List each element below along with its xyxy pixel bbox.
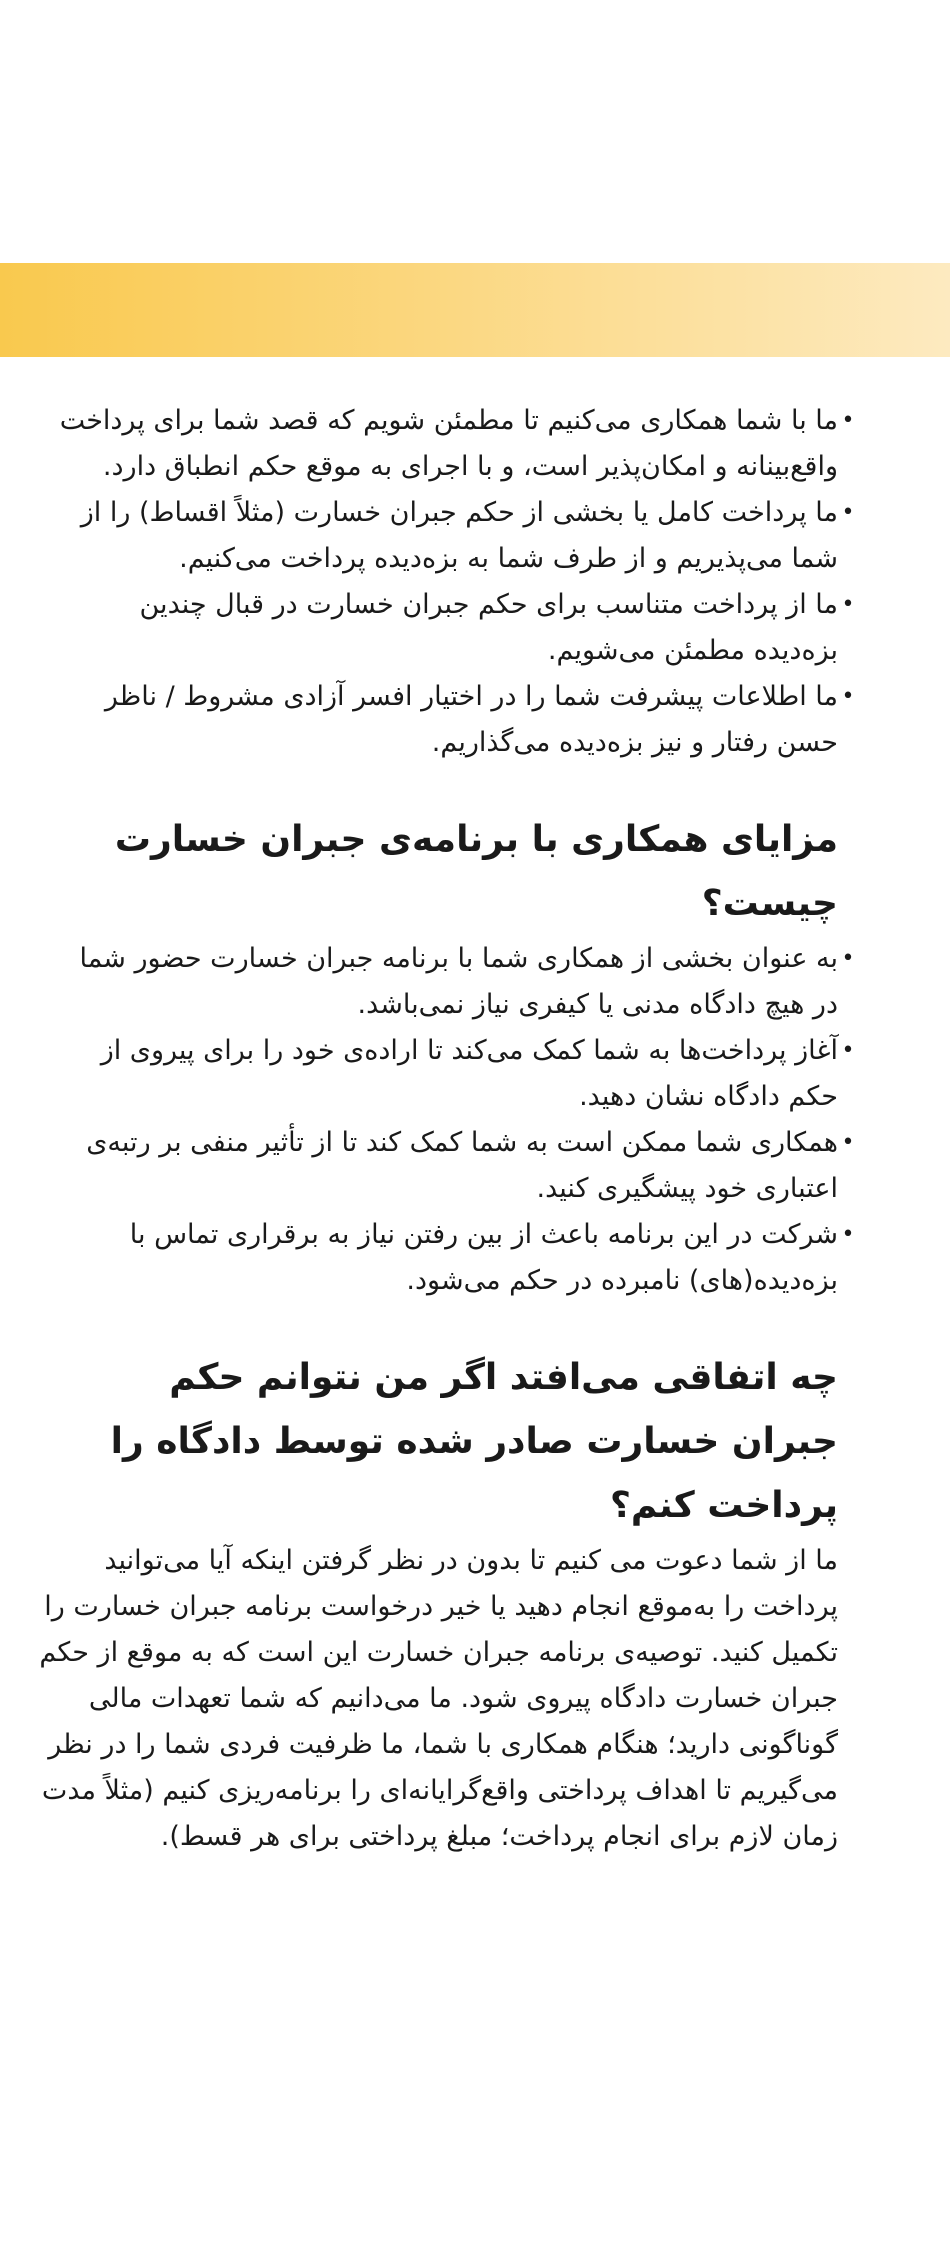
list-item [58, 1212, 855, 1304]
list-item-text: ما اطلاعات پیشرفت شما را در اختیار افسر آزادی مشروط / ناظر حسن رفتار و نیز بزه‌دیده می‌گذاریم. [104, 681, 838, 758]
list-item [58, 582, 855, 674]
document-content [39, 398, 898, 1860]
list-item-text: آغاز پرداخت‌ها به شما کمک می‌کند تا اراده‌ی خود را برای پیروی از حکم دادگاه نشان دهید. [100, 1035, 838, 1112]
list-item [58, 490, 855, 582]
list-item [58, 398, 855, 490]
list-item [58, 1120, 855, 1212]
list-item [58, 936, 855, 1028]
section-responsibilities [58, 398, 898, 766]
bullet-icon: • [841, 500, 855, 525]
list-item-text: ما پرداخت کامل یا بخشی از حکم جبران خسارت (مثلاً اقساط) را از شما می‌پذیریم و از طرف شما به بزه‌دیده پرداخت می‌کنیم. [80, 497, 838, 574]
bullet-icon: • [841, 1130, 855, 1155]
list-item-text: شرکت در این برنامه باعث از بین رفتن نیاز به برقراری تماس با بزه‌دیده(های) نامبرده در حکم می‌شود. [129, 1219, 838, 1296]
list-item-text: به عنوان بخشی از همکاری شما با برنامه جبران خسارت حضور شما در هیچ دادگاه مدنی یا کیفری نیاز نمی‌باشد. [79, 943, 838, 1020]
bullet-icon: • [841, 946, 855, 971]
section-benefits [58, 936, 898, 1304]
nonpayment-paragraph: ما از شما دعوت می کنیم تا بدون در نظر گرفتن اینکه آیا می‌توانید پرداخت را به‌موقع انجام دهید یا خیر درخواست برنامه جبران خسارت را تکمیل کنید. توصیه‌ی برنامه جبران خسارت این است که به موقع از حکم جبران خسارت دادگاه پیروی شود. ما می‌دانیم که شما تعهدات مالی گوناگونی دارید؛ هنگام همکاری با شما، ما ظرفیت فردی شما را در نظر می‌گیریم تا اهداف پرداختی واقع‌گرایانه‌ای را برنامه‌ریزی کنیم (مثلاً مدت زمان لازم برای انجام پرداخت؛ مبلغ پرداختی برای هر قسط). [39, 1545, 838, 1852]
list-item [58, 674, 855, 766]
list-item-text: همکاری شما ممکن است به شما کمک کند تا از تأثیر منفی بر رتبه‌ی اعتباری خود پیشگیری کنید. [86, 1127, 838, 1204]
list-item [58, 1028, 855, 1120]
header-color-band [0, 263, 950, 357]
bullet-icon: • [841, 408, 855, 433]
bullet-icon: • [841, 592, 855, 617]
responsibilities-list [58, 398, 855, 766]
bullet-icon: • [841, 1038, 855, 1063]
benefits-heading: مزایای همکاری با برنامه‌ی جبران خسارت چیست؟ [114, 819, 838, 924]
bullet-icon: • [841, 684, 855, 709]
nonpayment-heading: چه اتفاقی می‌افتد اگر من نتوانم حکم جبران خسارت صادر شده توسط دادگاه را پرداخت کنم؟ [110, 1357, 838, 1526]
bullet-icon: • [841, 1222, 855, 1247]
list-item-text: ما از پرداخت متناسب برای حکم جبران خسارت در قبال چندین بزه‌دیده مطمئن می‌شویم. [139, 589, 838, 666]
benefits-list [58, 936, 855, 1304]
list-item-text: ما با شما همکاری می‌کنیم تا مطمئن شویم که قصد شما برای پرداخت واقع‌بینانه و امکان‌پذیر است، و با اجرای به موقع حکم انطباق دارد. [59, 405, 838, 482]
